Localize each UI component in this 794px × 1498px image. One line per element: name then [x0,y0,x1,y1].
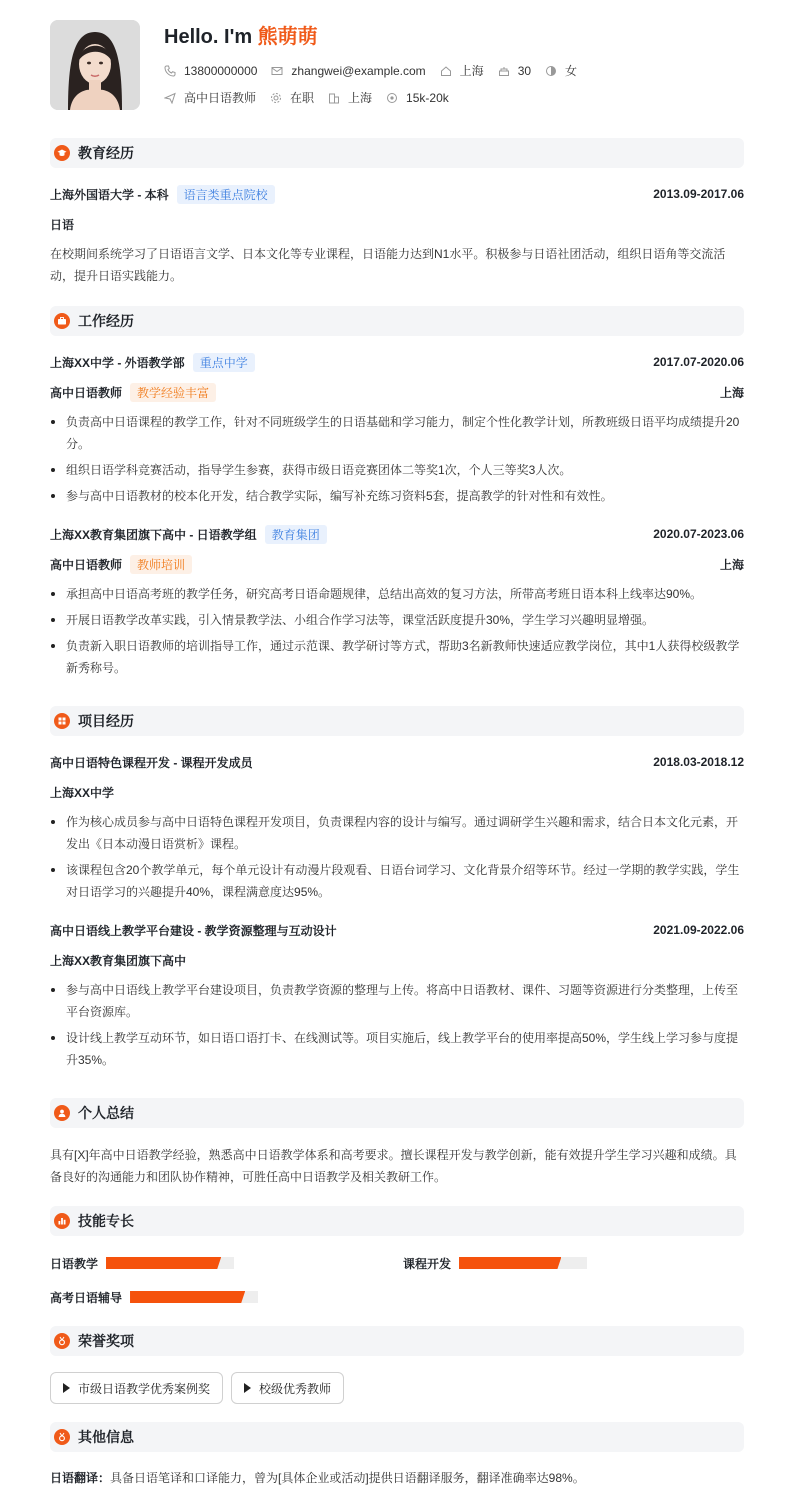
list-item: 参与高中日语线上教学平台建设项目，负责教学资源的整理与上传。将高中日语教材、课件、习题等资源进行分类整理，上传至平台资源库。 [50,979,744,1023]
skill-bar [130,1291,258,1303]
project-org-row [50,950,744,970]
salary-text: 15k-20k [406,90,449,105]
work-badge [54,313,70,329]
company-tag: 重点中学 [193,353,255,372]
list-item: 该课程包含20个教学单元，每个单元设计有动漫片段观看、日语台词学习、文化背景介绍等环节。经过一学期的教学实践，学生对日语学习的兴趣提升40%，课程满意度达95%。 [50,859,744,903]
work-date: 2017.07-2020.06 [653,355,744,369]
section-skills [50,1206,744,1236]
other-text: 具备日语笔译和口译能力，曾为[具体企业或活动]提供日语翻译服务，翻译准确率达98%。 [110,1471,585,1485]
mail-icon [271,65,283,77]
candidate-name: 熊萌萌 [257,26,318,48]
work-date: 2020.07-2023.06 [653,527,744,541]
skill-bar-fill [106,1257,221,1269]
list-item: 承担高中日语高考班的教学任务，研究高考日语命题规律，总结出高效的复习方法，所带高考班日语本科上线率达90%。 [50,583,744,605]
section-title: 工作经历 [78,313,134,329]
list-item: 参与高中日语教材的校本化开发，结合教学实际，编写补充练习资料5套，提高教学的针对性和有效性。 [50,485,744,507]
project-bullets [50,979,744,1071]
project-org-row [50,782,744,802]
gear-icon [270,92,282,104]
project-title: 高中日语线上教学平台建设 - 教学资源整理与互动设计 [50,923,337,938]
section-project [50,706,744,736]
skill-bar-fill [130,1291,245,1303]
role-name: 高中日语教师 [50,385,123,400]
project-badge [54,713,70,729]
skill-name: 课程开发 [403,1256,452,1271]
skill-item [403,1253,587,1273]
section-title: 个人总结 [78,1105,134,1121]
coin-icon [386,92,398,104]
job-intent-row [164,89,463,106]
education-header-row [50,184,744,204]
city-text: 上海 [459,64,484,78]
school-tag: 语言类重点院校 [177,185,275,204]
list-item: 设计线上教学互动环节，如日语口语打卡、在线测试等。项目实施后，线上教学平台的使用率提高50%，学生线上学习参与度提升35%。 [50,1027,744,1071]
section-title: 教育经历 [78,145,134,161]
skill-name: 高考日语辅导 [50,1290,123,1305]
other-label: 日语翻译： [50,1471,111,1485]
gender-icon [545,65,557,77]
work-header-row [50,524,744,544]
project-title: 高中日语特色课程开发 - 课程开发成员 [50,755,253,770]
school-name: 上海外国语大学 - 本科 [50,187,169,202]
avatar [50,20,140,110]
honor-item [50,1372,223,1404]
city-item [440,62,484,79]
target-city-item [328,89,372,106]
role-row [50,554,744,574]
role-name: 高中日语教师 [50,557,123,572]
grid-icon [57,716,67,726]
list-item: 负责新入职日语教师的培训指导工作，通过示范课、教学研讨等方式，帮助3名新教师快速适应教学岗位，其中1人获得校级教学新秀称号。 [50,635,744,679]
medal-icon [57,1336,67,1346]
skill-name: 日语教学 [50,1256,99,1271]
section-title: 荣誉奖项 [78,1333,134,1349]
email-item [271,64,425,78]
company-name: 上海XX教育集团旗下高中 - 日语教学组 [50,527,257,542]
play-icon [63,1383,70,1393]
work-entry [50,352,744,511]
target-city-text: 上海 [348,91,373,105]
section-honors [50,1326,744,1356]
age-text: 30 [517,63,532,78]
honors-badge [54,1333,70,1349]
list-item: 作为核心成员参与高中日语特色课程开发项目，负责课程内容的设计与编写。通过调研学生兴趣和需求，结合日本文化元素，开发出《日本动漫日语赏析》课程。 [50,811,744,855]
honor-item [231,1372,344,1404]
skill-item [50,1287,258,1307]
project-date: 2018.03-2018.12 [653,755,744,769]
age-item [498,64,531,78]
project-header-row [50,920,744,940]
work-city: 上海 [719,385,744,400]
section-title: 项目经历 [78,713,134,729]
project-org: 上海XX中学 [50,785,115,800]
graduation-cap-icon [57,148,67,158]
skill-bar [459,1257,587,1269]
gender-item [545,62,577,79]
major-row [50,214,744,234]
medal-icon [57,1432,67,1442]
phone-item [164,64,257,78]
section-work [50,306,744,336]
salary-item [386,91,449,105]
skill-bar [106,1257,234,1269]
honor-text: 市级日语教学优秀案例奖 [78,1381,211,1396]
project-entry [50,920,744,1075]
cake-icon [498,65,510,77]
major-name: 日语 [50,217,75,232]
summary-badge [54,1105,70,1121]
other-badge [54,1429,70,1445]
resume-page [50,0,744,1485]
list-item: 组织日语学科竞赛活动，指导学生参赛，获得市级日语竞赛团体二等奖1次，个人三等奖3人次。 [50,459,744,481]
section-education [50,138,744,168]
phone-text: 13800000000 [184,63,258,78]
position-item [164,89,256,106]
education-entry [50,184,744,287]
section-title: 其他信息 [78,1429,134,1445]
skill-bar-fill [459,1257,561,1269]
greeting-title [164,20,318,49]
education-description: 在校期间系统学习了日语语言文学、日本文化等专业课程，日语能力达到N1水平。积极参与日语社团活动，组织日语角等交流活动，提升日语实践能力。 [50,247,726,283]
user-icon [57,1108,67,1118]
work-city: 上海 [719,557,744,572]
section-summary [50,1098,744,1128]
list-item: 负责高中日语课程的教学工作，针对不同班级学生的日语基础和学习能力，制定个性化教学计划，所教班级日语平均成绩提升20分。 [50,411,744,455]
work-entry [50,524,744,683]
home-icon [440,65,452,77]
education-date: 2013.09-2017.06 [653,187,744,201]
phone-icon [164,65,176,77]
greeting-text: Hello. I'm [164,26,258,48]
honors-list [50,1372,744,1404]
company-tag: 教育集团 [265,525,327,544]
status-text: 在职 [290,91,315,105]
role-tag: 教师培训 [130,555,192,574]
bar-chart-icon [57,1216,67,1226]
role-tag: 教学经验丰富 [130,383,216,402]
role-row [50,382,744,402]
work-bullets [50,583,744,679]
briefcase-icon [57,316,67,326]
contact-row [164,62,591,79]
skills-badge [54,1213,70,1229]
company-name: 上海XX中学 - 外语教学部 [50,355,185,370]
other-info [50,1467,744,1489]
section-other [50,1422,744,1452]
position-text: 高中日语教师 [184,91,257,105]
project-header-row [50,752,744,772]
send-icon [164,92,176,104]
play-icon [244,1383,251,1393]
gender-text: 女 [565,64,578,78]
building-icon [328,92,340,104]
project-entry [50,752,744,907]
project-date: 2021.09-2022.06 [653,923,744,937]
section-title: 技能专长 [78,1213,134,1229]
project-bullets [50,811,744,903]
resume-header [50,0,744,130]
work-header-row [50,352,744,372]
list-item: 开展日语教学改革实践，引入情景教学法、小组合作学习法等，课堂活跃度提升30%，学生学习兴趣明显增强。 [50,609,744,631]
status-item [270,89,314,106]
skill-item [50,1253,234,1273]
summary-text: 具有[X]年高中日语教学经验，熟悉高中日语教学体系和高考要求。擅长课程开发与教学创新，能有效提升学生学习兴趣和成绩。具备良好的沟通能力和团队协作精神，可胜任高中日语教学及相关教研工作。 [50,1148,737,1184]
education-badge [54,145,70,161]
email-text: zhangwei@example.com [291,63,426,78]
work-bullets [50,411,744,507]
project-org: 上海XX教育集团旗下高中 [50,953,187,968]
honor-text: 校级优秀教师 [259,1381,332,1396]
